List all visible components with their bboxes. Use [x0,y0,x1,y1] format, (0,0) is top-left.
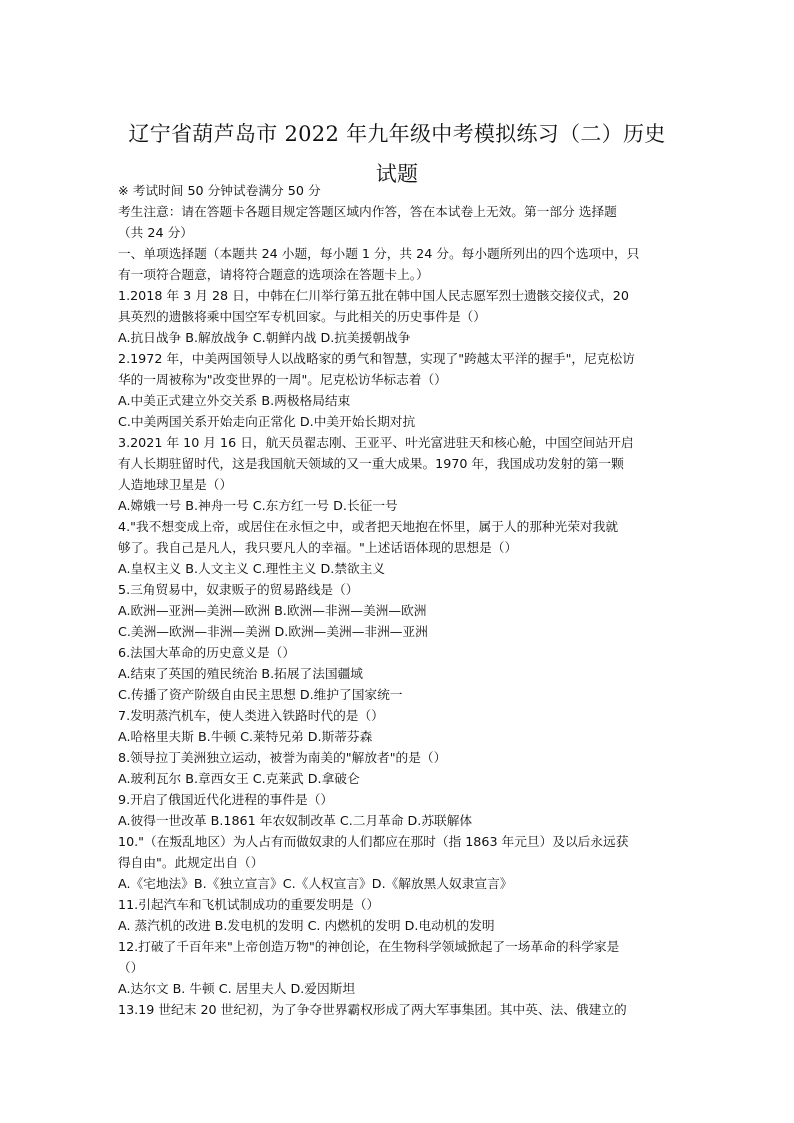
text-line: A.中美正式建立外交关系 B.两极格局结束 [118,393,351,408]
text-line: 有人长期驻留时代，这是我国航天领域的又一重大成果。1970 年，我国成功发射的第一颗 [118,456,624,471]
text-line: 11.引起汽车和飞机试制成功的重要发明是（） [118,897,380,912]
text-line: A.哈格里夫斯 B.牛顿 C.莱特兄弟 D.斯蒂芬森 [118,729,373,744]
text-line: 1.2018 年 3 月 28 日，中韩在仁川举行第五批在韩中国人民志愿军烈士遗骸交接仪式，20 [118,288,629,303]
text-line: A.欧洲—亚洲—美洲—欧洲 B.欧洲—非洲—美洲—欧洲 [118,603,427,618]
text-line: 7.发明蒸汽机车，使人类进入铁路时代的是（） [118,708,384,723]
text-line: 6.法国大革命的历史意义是（） [118,645,296,660]
text-line: A.嫦娥一号 B.神舟一号 C.东方红一号 D.长征一号 [118,498,398,513]
text-line: ※ 考试时间 50 分钟试卷满分 50 分 [118,183,321,198]
text-line: A.达尔文 B. 牛顿 C. 居里夫人 D.爱因斯坦 [118,981,356,996]
text-line: C.传播了资产阶级自由民主思想 D.维护了国家统一 [118,687,403,702]
text-line: 2.1972 年，中美两国领导人以战略家的勇气和智慧，实现了"跨越太平洋的握手"，尼克松访 [118,351,635,366]
text-line: A. 蒸汽机的改进 B.发电机的发明 C. 内燃机的发明 D.电动机的发明 [118,918,495,933]
text-line: 3.2021 年 10 月 16 日，航天员翟志刚、王亚平、叶光富进驻天和核心舱，中国空间站开启 [118,435,634,450]
text-line: 考生注意：请在答题卡各题目规定答题区域内作答，答在本试卷上无效。第一部分 选择题 [118,204,617,219]
text-line: 8.领导拉丁美洲独立运动，被誉为南美的"解放者"的是（） [118,750,447,765]
text-line: 具英烈的遗骸将乘中国空军专机回家。与此相关的历史事件是（） [118,309,486,324]
text-line: （共 24 分） [118,225,193,240]
text-line: C.中美两国关系开始走向正常化 D.中美开始长期对抗 [118,414,416,429]
exam-body [118,180,678,1020]
text-line: 华的一周被称为"改变世界的一周"。尼克松访华标志着（） [118,372,447,387]
text-line: 9.开启了俄国近代化进程的事件是（） [118,792,334,807]
text-line: 有一项符合题意，请将符合题意的选项涂在答题卡上。） [118,267,429,282]
text-line: 人造地球卫星是（） [118,477,233,492]
text-line: 12.打破了千百年来"上帝创造万物"的神创论，在生物科学领域掀起了一场革命的科学家是 [118,939,620,954]
text-line: 一、单项选择题（本题共 24 小题，每小题 1 分，共 24 分。每小题所列出的四个选项中，只 [118,246,640,261]
text-line: C.美洲—欧洲—非洲—美洲 D.欧洲—美洲—非洲—亚洲 [118,624,428,639]
text-line: A.《宅地法》B.《独立宣言》C.《人权宣言》D.《解放黑人奴隶宣言》 [118,876,513,891]
text-line: A.彼得一世改革 B.1861 年农奴制改革 C.二月革命 D.苏联解体 [118,813,473,828]
text-line: 够了。我自己是凡人，我只要凡人的幸福。"上述话语体现的思想是（） [118,540,518,555]
text-line: （） [118,960,144,975]
text-line: 5.三角贸易中，奴隶贩子的贸易路线是（） [118,582,359,597]
text-line: A.抗日战争 B.解放战争 C.朝鲜内战 D.抗美援朝战争 [118,330,411,345]
text-line: A.玻利瓦尔 B.章西女王 C.克莱武 D.拿破仑 [118,771,360,786]
text-line: 10."（在叛乱地区）为人占有而做奴隶的人们都应在那时（指 1863 年元旦）及以后永远获 [118,834,629,849]
text-line: 得自由"。此规定出自（） [118,855,264,870]
exam-title: 辽宁省葫芦岛市 2022 年九年级中考模拟练习（二）历史试题 [128,122,666,187]
text-line: A.结束了英国的殖民统治 B.拓展了法国疆域 [118,666,363,681]
text-line: A.皇权主义 B.人文主义 C.理性主义 D.禁欲主义 [118,561,386,576]
text-line: 4."我不想变成上帝，或居住在永恒之中，或者把天地抱在怀里，属于人的那种光荣对我就 [118,519,619,534]
text-line: 13.19 世纪末 20 世纪初，为了争夺世界霸权形成了两大军事集团。其中英、法、俄建立的 [118,1002,627,1017]
